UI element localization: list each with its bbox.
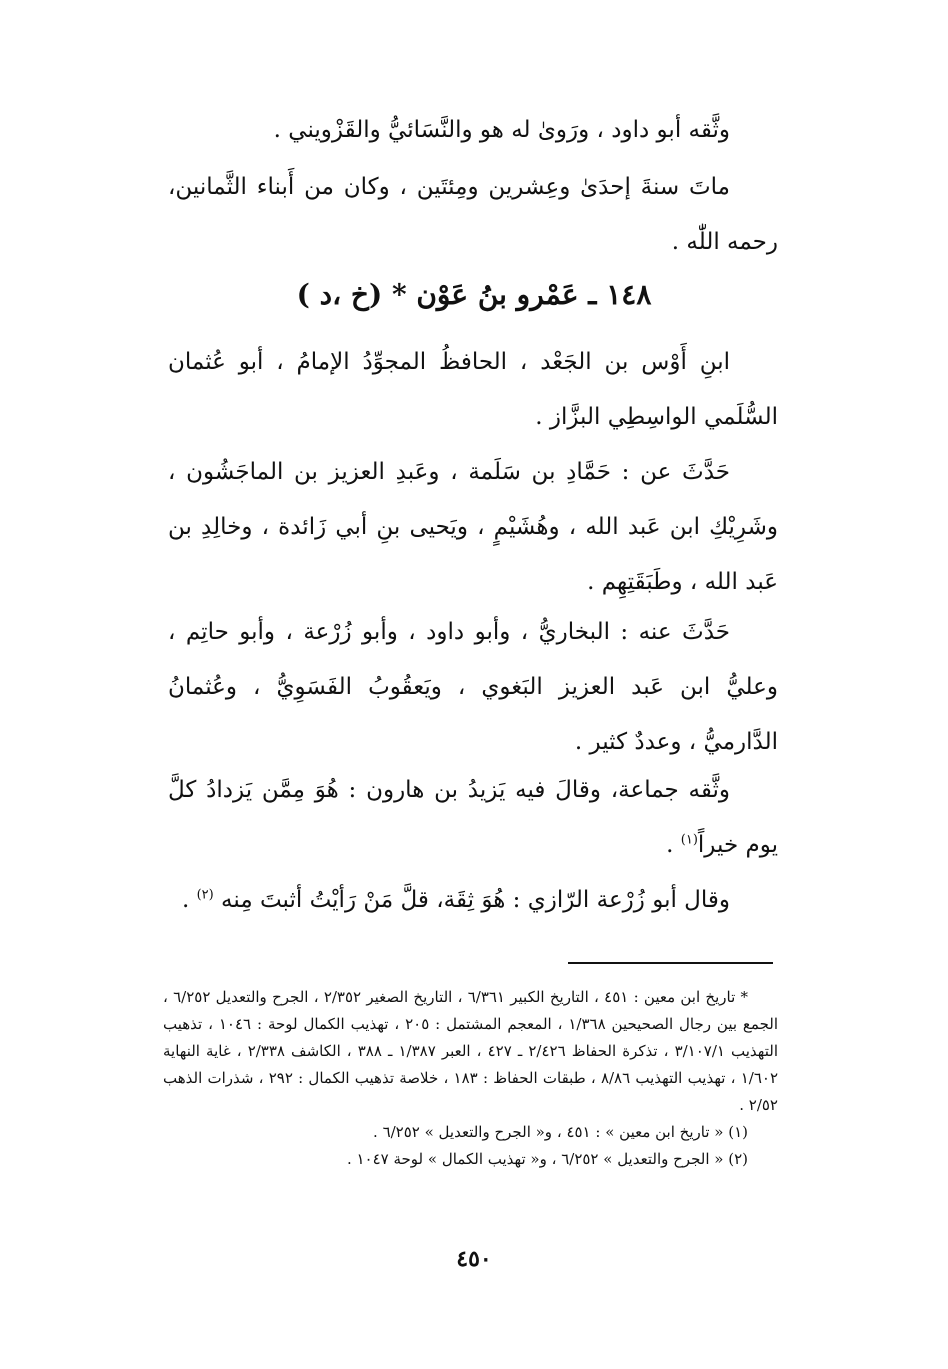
footnote-2: (٢) « الجرح والتعديل » ٦/٢٥٢ ، و« تهذيب الكمال » لوحة ١٠٤٧ . (346, 1150, 748, 1168)
paragraph-tawthiq (168, 103, 778, 158)
paragraph-lineage (168, 335, 778, 445)
paragraph-teachers (168, 445, 778, 610)
footnote-ref-1[interactable]: (١) (680, 832, 698, 848)
footnote-sources: * تاريخ ابن معين : ٤٥١ ، التاريخ الكبير ٦/٣٦١ ، التاريخ الصغير ٢/٣٥٢ ، الجرح والتعديل ٦/٢٥٢ ، الجمع بين رجال الصحيحين ١/٣٦٨ ، المعجم المشتمل : ٢٠٥ ، تهذيب الكمال لوحة : ١٠٤٦ ، تذهيب التهذيب ٣/١٠٧/١ ، تذكرة الحفاظ ٢/٤٢٦ ـ ٤٢٧ ، العبر ١/٣٨٧ ـ ٣٨٨ ، الكاشف ٢/٣٣٨ ، غاية النهاية ١/٦٠٢ ، تهذيب التهذيب ٨/٨٦ ، طبقات الحفاظ : ١٨٣ ، خلاصة تذهيب الكمال : ٢٩٢ ، شذرات الذهب ٢/٥٢ . (163, 988, 779, 1114)
paragraph-end: . (181, 887, 197, 913)
paragraph-praise (168, 763, 778, 873)
paragraph-end: . (666, 832, 681, 858)
footnote-ref-2[interactable]: (٢) (196, 887, 214, 903)
paragraph-text: وقال أبو زُرْعة الرّازي : هُوَ ثِقَة، قلَّ مَنْ رَأيْتُ أثبتَ مِنه (213, 887, 730, 913)
biography-heading: ١٤٨ ـ عَمْرو بنُ عَوْن * (خ ،د ) (296, 278, 652, 311)
paragraph-text: حَدَّثَ عن : حَمَّادِ بن سَلَمة ، وعَبدِ العزيز بن الماجَشُون ، وشَرِيْكِ ابن عَبد الله ، وهُشَيْمٍ ، ويَحيى بنِ أبي زَائدة ، وخالِدِ بن عَبد الله ، وطَبَقَتِهِم . (168, 459, 778, 595)
page-number: ٤٥٠ (456, 1246, 492, 1272)
paragraph-text: ماتَ سنةَ إحدَىٰ وعِشرين ومِئتَين ، وكان من أَبناء الثَّمانين، رحمه اللّٰه . (168, 174, 778, 255)
paragraph-text: وثَّقه جماعة، وقالَ فيه يَزيدُ بن هارون : هُوَ مِمَّن يَزدادُ كلَّ يوم خيراً (168, 777, 778, 858)
paragraph-death (168, 160, 778, 270)
paragraph-text: حَدَّثَ عنه : البخاريُّ ، وأبو داود ، وأبو زُرْعة ، وأبو حاتِم ، وعليُّ ابن عَبد العزيز البَغوي ، ويَعقُوبُ الفَسَوِيُّ ، وعُثمانُ الدَّارميُّ ، وعددٌ كثير . (168, 619, 778, 755)
paragraph-text: ابنِ أَوْس بن الجَعْد ، الحافظُ المجوِّدُ الإمامُ ، أبو عُثمان السُّلَمي الواسِطِي البزَّاز . (168, 349, 778, 430)
footnote-separator (568, 962, 773, 964)
paragraph-students (168, 605, 778, 770)
footnote-1: (١) « تاريخ ابن معين » : ٤٥١ ، و« الجرح والتعديل » ٦/٢٥٢ . (373, 1123, 748, 1141)
paragraph-abu-zura (168, 873, 778, 928)
paragraph-text: وثَّقه أبو داود ، ورَوىٰ له هو والنَّسَائيُّ والقَزْويني . (273, 117, 730, 143)
footnotes (163, 984, 778, 1173)
